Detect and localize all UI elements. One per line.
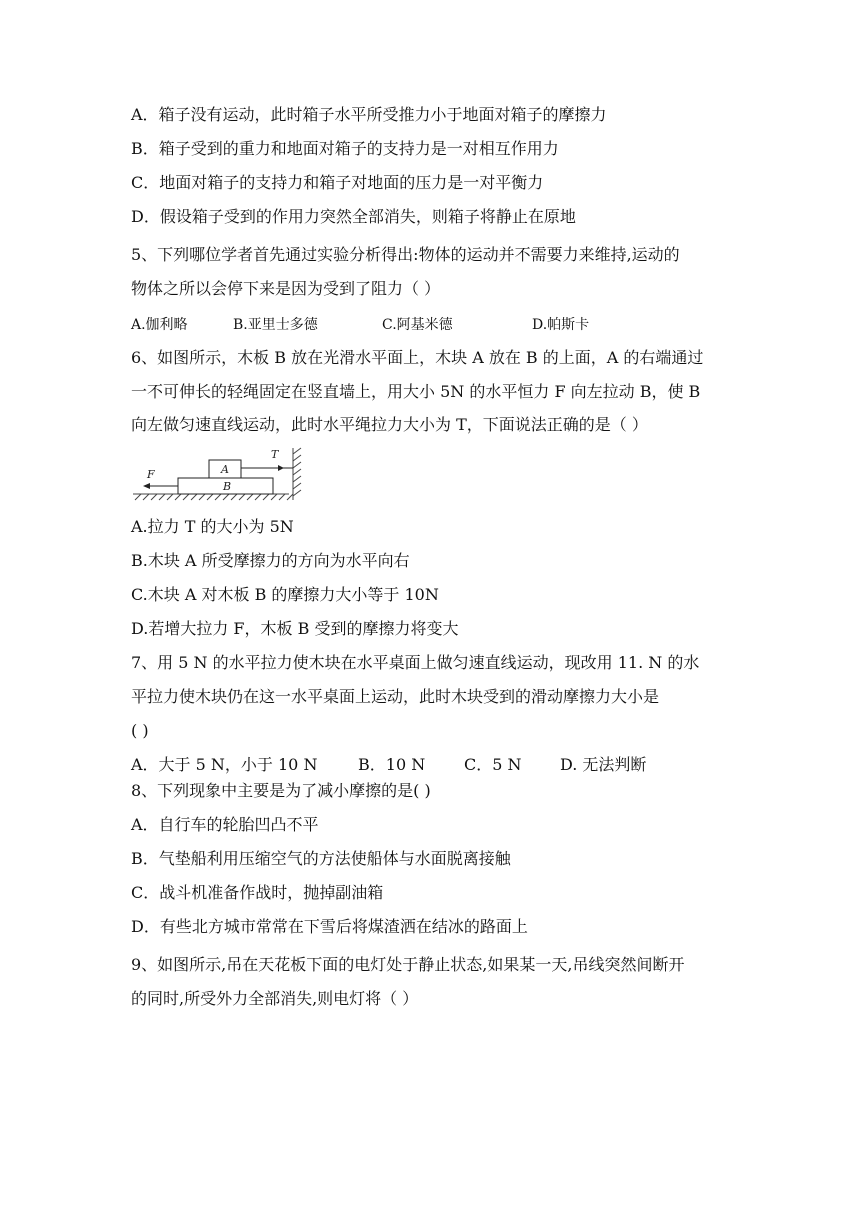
q4-option-c: C．地面对箱子的支持力和箱子对地面的压力是一对平衡力 [131,173,544,192]
q5-option-a: A.伽利略 [131,317,188,333]
q5-stem-line-2: 物体之所以会停下来是因为受到了阻力（ ） [131,279,441,298]
q5-option-d: D.帕斯卡 [532,317,590,333]
q5-option-b: B.亚里士多德 [233,317,318,333]
q7-options [131,754,646,776]
tension-label: T [271,448,279,461]
q6-stem-line-3: 向左做匀速直线运动，此时水平绳拉力大小为 T，下面说法正确的是（ ） [131,415,648,434]
q6-option-d: D.若增大拉力 F，木板 B 受到的摩擦力将变大 [131,619,459,638]
q4-option-b: B．箱子受到的重力和地面对箱子的支持力是一对相互作用力 [131,139,559,158]
q6-option-a: A.拉力 T 的大小为 5N [131,517,294,536]
force-f-arrowhead [143,483,150,489]
floor-hatching [133,494,293,500]
q6-option-c: C.木块 A 对木板 B 的摩擦力大小等于 10N [131,585,439,604]
q6-option-b: B.木块 A 所受摩擦力的方向为水平向右 [131,551,410,570]
q5-stem-line-1: 5、下列哪位学者首先通过实验分析得出:物体的运动并不需要力来维持,运动的 [131,245,680,264]
q7-stem-line-1: 7、用 5 N 的水平拉力使木块在水平桌面上做匀速直线运动，现改用 11. N 的水 [131,653,700,672]
q7-stem-line-3: ( ) [131,721,149,740]
block-a-label: A [221,463,229,476]
q6-stem-line-1: 6、如图所示，木板 B 放在光滑水平面上，木块 A 放在 B 的上面，A 的右端通过 [131,348,704,367]
q9-stem-line-2: 的同时,所受外力全部消失,则电灯将（ ） [131,989,419,1008]
q6-figure-block-on-board [131,444,311,506]
q8-option-a: A．自行车的轮胎凹凸不平 [131,815,319,834]
q8-option-c: C．战斗机准备作战时，抛掉副油箱 [131,883,384,902]
wall-hatching [293,448,301,500]
board-b-label: B [222,480,232,493]
q6-stem-line-2: 一不可伸长的轻绳固定在竖直墙上，用大小 5N 的水平恒力 F 向左拉动 B，使 B [131,382,701,401]
q8-option-d: D．有些北方城市常常在下雪后将煤渣洒在结冰的路面上 [131,917,528,936]
q7-option-d: D. 无法判断 [560,755,647,774]
q4-option-d: D．假设箱子受到的作用力突然全部消失，则箱子将静止在原地 [131,207,576,226]
force-f-label: F [147,468,155,481]
q8-option-b: B．气垫船利用压缩空气的方法使船体与水面脱离接触 [131,849,511,868]
q7-option-b: B．10 N [358,755,426,774]
q5-option-c: C.阿基米德 [382,317,453,333]
q9-stem-line-1: 9、如图所示,吊在天花板下面的电灯处于静止状态,如果某一天,吊线突然间断开 [131,955,685,974]
q4-option-a: A．箱子没有运动，此时箱子水平所受推力小于地面对箱子的摩擦力 [131,105,607,124]
q5-options [131,313,589,336]
q7-option-a: A．大于 5 N，小于 10 N [131,755,318,774]
q7-stem-line-2: 平拉力使木块仍在这一水平桌面上运动，此时木块受到的滑动摩擦力大小是 [131,687,660,706]
q8-stem: 8、下列现象中主要是为了减小摩擦的是( ) [131,781,431,800]
q7-option-c: C．5 N [464,755,522,774]
tension-arrowhead [278,465,284,471]
